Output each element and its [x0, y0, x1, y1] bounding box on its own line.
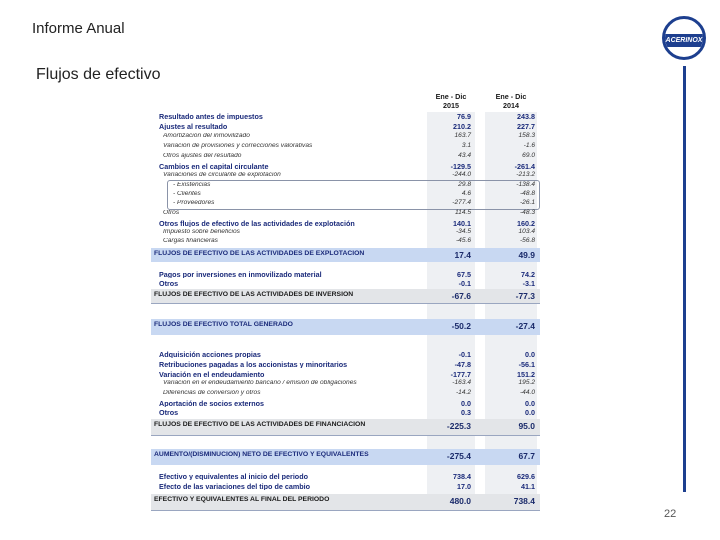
value-2014: 0.0 — [525, 350, 535, 359]
table-row — [151, 133, 539, 142]
table-row — [151, 473, 539, 482]
value-2014: 629.6 — [517, 472, 535, 481]
row-label: Otros — [163, 210, 180, 216]
value-2014: 95.0 — [518, 421, 535, 431]
table-row — [151, 182, 539, 191]
value-2014: -56.8 — [519, 237, 535, 244]
value-2014: 103.4 — [518, 228, 535, 235]
value-2015: -0.1 — [458, 279, 471, 288]
row-label: Diferencias de conversión y otros — [163, 390, 261, 396]
table-row — [151, 172, 539, 181]
row-label: - Clientes — [173, 191, 201, 197]
value-2014: -261.4 — [514, 162, 535, 171]
value-2015: 0.3 — [461, 408, 471, 417]
header-2014: Ene - Dic 2014 — [495, 92, 527, 110]
value-2014: -3.1 — [522, 279, 535, 288]
value-2014: 227.7 — [517, 122, 535, 131]
band-financing-cash-flow — [151, 419, 540, 436]
value-2014: 41.1 — [521, 482, 535, 491]
row-label: Retribuciones pagadas a los accionistas y minoritarios — [159, 361, 348, 369]
value-2014: -48.3 — [519, 209, 535, 216]
table-row — [151, 200, 539, 209]
value-2015: -45.6 — [455, 237, 471, 244]
row-label: Ajustes al resultado — [159, 123, 228, 131]
value-2014: -27.4 — [515, 321, 535, 331]
value-2014: -44.0 — [519, 389, 535, 396]
table-row — [151, 163, 539, 172]
value-2014: -1.6 — [523, 142, 535, 149]
value-2014: 74.2 — [521, 270, 535, 279]
table-row — [151, 229, 539, 238]
row-label: Otros — [159, 409, 179, 417]
value-2015: -163.4 — [452, 379, 471, 386]
row-label: Otros flujos de efectivo de las actividades de explotación — [159, 220, 355, 228]
acerinox-logo — [662, 16, 706, 60]
cash-flow-table — [151, 92, 541, 512]
value-2015: -14.2 — [455, 389, 471, 396]
row-label: Efecto de las variaciones del tipo de cambio — [159, 483, 310, 491]
band-label: FLUJOS DE EFECTIVO DE LAS ACTIVIDADES DE INVERSION — [154, 291, 354, 298]
table-row — [151, 153, 539, 162]
row-label: Variaciones de circulante de explotación — [163, 172, 281, 178]
value-2015: -67.6 — [451, 291, 471, 301]
value-2015: 140.1 — [453, 219, 471, 228]
value-2015: -225.3 — [446, 421, 471, 431]
value-2015: 17.0 — [457, 482, 471, 491]
row-label: Amortización del inmovilizado — [163, 133, 250, 139]
row-label: - Proveedores — [173, 200, 215, 206]
table-row — [151, 280, 539, 289]
value-2014: 49.9 — [518, 250, 535, 260]
value-2015: 17.4 — [454, 250, 471, 260]
band-final-cash — [151, 494, 540, 511]
header-2015: Ene - Dic 2015 — [435, 92, 467, 110]
table-row — [151, 238, 539, 247]
value-2014: 738.4 — [513, 496, 535, 506]
table-row — [151, 409, 539, 418]
value-2015: 67.5 — [457, 270, 471, 279]
value-2015: 76.9 — [457, 112, 471, 121]
value-2014: -138.4 — [516, 181, 535, 188]
value-2015: 480.0 — [449, 496, 471, 506]
table-row — [151, 210, 539, 219]
table-row — [151, 400, 539, 409]
value-2015: 738.4 — [453, 472, 471, 481]
page-number: 22 — [664, 508, 677, 520]
logo-text: ACERINOX — [662, 34, 706, 47]
table-row — [151, 191, 539, 200]
table-row — [151, 390, 539, 399]
value-2015: 163.7 — [454, 132, 471, 139]
value-2015: 114.5 — [454, 209, 471, 216]
value-2015: -244.0 — [452, 171, 471, 178]
row-label: Impuesto sobre beneficios — [163, 229, 240, 235]
value-2014: -48.8 — [519, 190, 535, 197]
band-net-change-cash — [151, 449, 540, 465]
value-2015: 4.6 — [461, 190, 471, 197]
value-2014: 151.2 — [517, 370, 535, 379]
row-label: Efectivo y equivalentes al inicio del periodo — [159, 473, 308, 481]
value-2015: 29.8 — [458, 181, 471, 188]
row-label: Variación en el endeudamiento — [159, 371, 265, 379]
value-2015: -129.5 — [450, 162, 471, 171]
value-2015: 43.4 — [458, 152, 471, 159]
row-label: Resultado antes de impuestos — [159, 113, 263, 121]
row-label: - Existencias — [173, 182, 211, 188]
value-2015: 210.2 — [453, 122, 471, 131]
band-label: EFECTIVO Y EQUIVALENTES AL FINAL DEL PERIODO — [154, 496, 330, 503]
value-2014: 160.2 — [517, 219, 535, 228]
value-2015: -0.1 — [458, 350, 471, 359]
band-label: FLUJOS DE EFECTIVO TOTAL GENERADO — [154, 321, 293, 328]
value-2015: -275.4 — [446, 451, 471, 461]
band-label: AUMENTO/(DISMINUCION) NETO DE EFECTIVO Y EQUIVALENTES — [154, 451, 369, 458]
value-2015: 0.0 — [461, 399, 471, 408]
value-2015: -177.7 — [450, 370, 471, 379]
value-2014: 69.0 — [522, 152, 535, 159]
row-label: Otros — [159, 280, 179, 288]
value-2014: 67.7 — [518, 451, 535, 461]
band-total-cash-flow — [151, 319, 540, 335]
table-row — [151, 220, 539, 229]
row-label: Aportación de socios externos — [159, 400, 265, 408]
value-2014: 195.2 — [518, 379, 535, 386]
value-2014: -213.2 — [516, 171, 535, 178]
table-row — [151, 371, 539, 380]
value-2014: -56.1 — [518, 360, 535, 369]
value-2014: -26.1 — [519, 199, 535, 206]
table-row — [151, 380, 539, 389]
value-2015: -50.2 — [451, 321, 471, 331]
band-operating-cash-flow — [151, 248, 540, 262]
row-label: Variación de provisiones y correcciones valorativas — [163, 143, 313, 149]
table-row — [151, 361, 539, 370]
value-2015: -34.5 — [455, 228, 471, 235]
value-2014: -77.3 — [515, 291, 535, 301]
value-2014: 0.0 — [525, 399, 535, 408]
value-2015: 3.1 — [461, 142, 471, 149]
row-label: Pagos por inversiones en inmovilizado material — [159, 271, 322, 279]
value-2014: 158.3 — [518, 132, 535, 139]
vertical-divider — [683, 66, 686, 492]
value-2015: -277.4 — [452, 199, 471, 206]
row-label: Cambios en el capital circulante — [159, 163, 269, 171]
table-row — [151, 123, 539, 132]
value-2015: -47.8 — [454, 360, 471, 369]
band-label: FLUJOS DE EFECTIVO DE LAS ACTIVIDADES DE EXPLOTACION — [154, 250, 365, 257]
table-row — [151, 483, 539, 492]
value-2014: 0.0 — [525, 408, 535, 417]
table-row — [151, 143, 539, 152]
row-label: Variación en el endeudamiento bancario / emisión de obligaciones — [163, 380, 357, 386]
row-label: Otros ajustes del resultado — [163, 153, 242, 159]
report-title: Informe Anual — [32, 20, 125, 37]
row-label: Cargas financieras — [163, 238, 218, 244]
section-title: Flujos de efectivo — [36, 66, 161, 83]
table-row — [151, 113, 539, 122]
table-row — [151, 271, 539, 280]
value-2014: 243.8 — [517, 112, 535, 121]
band-investing-cash-flow — [151, 289, 540, 304]
row-label: Adquisición acciones propias — [159, 351, 261, 359]
band-label: FLUJOS DE EFECTIVO DE LAS ACTIVIDADES DE FINANCIACION — [154, 421, 366, 428]
table-row — [151, 351, 539, 360]
